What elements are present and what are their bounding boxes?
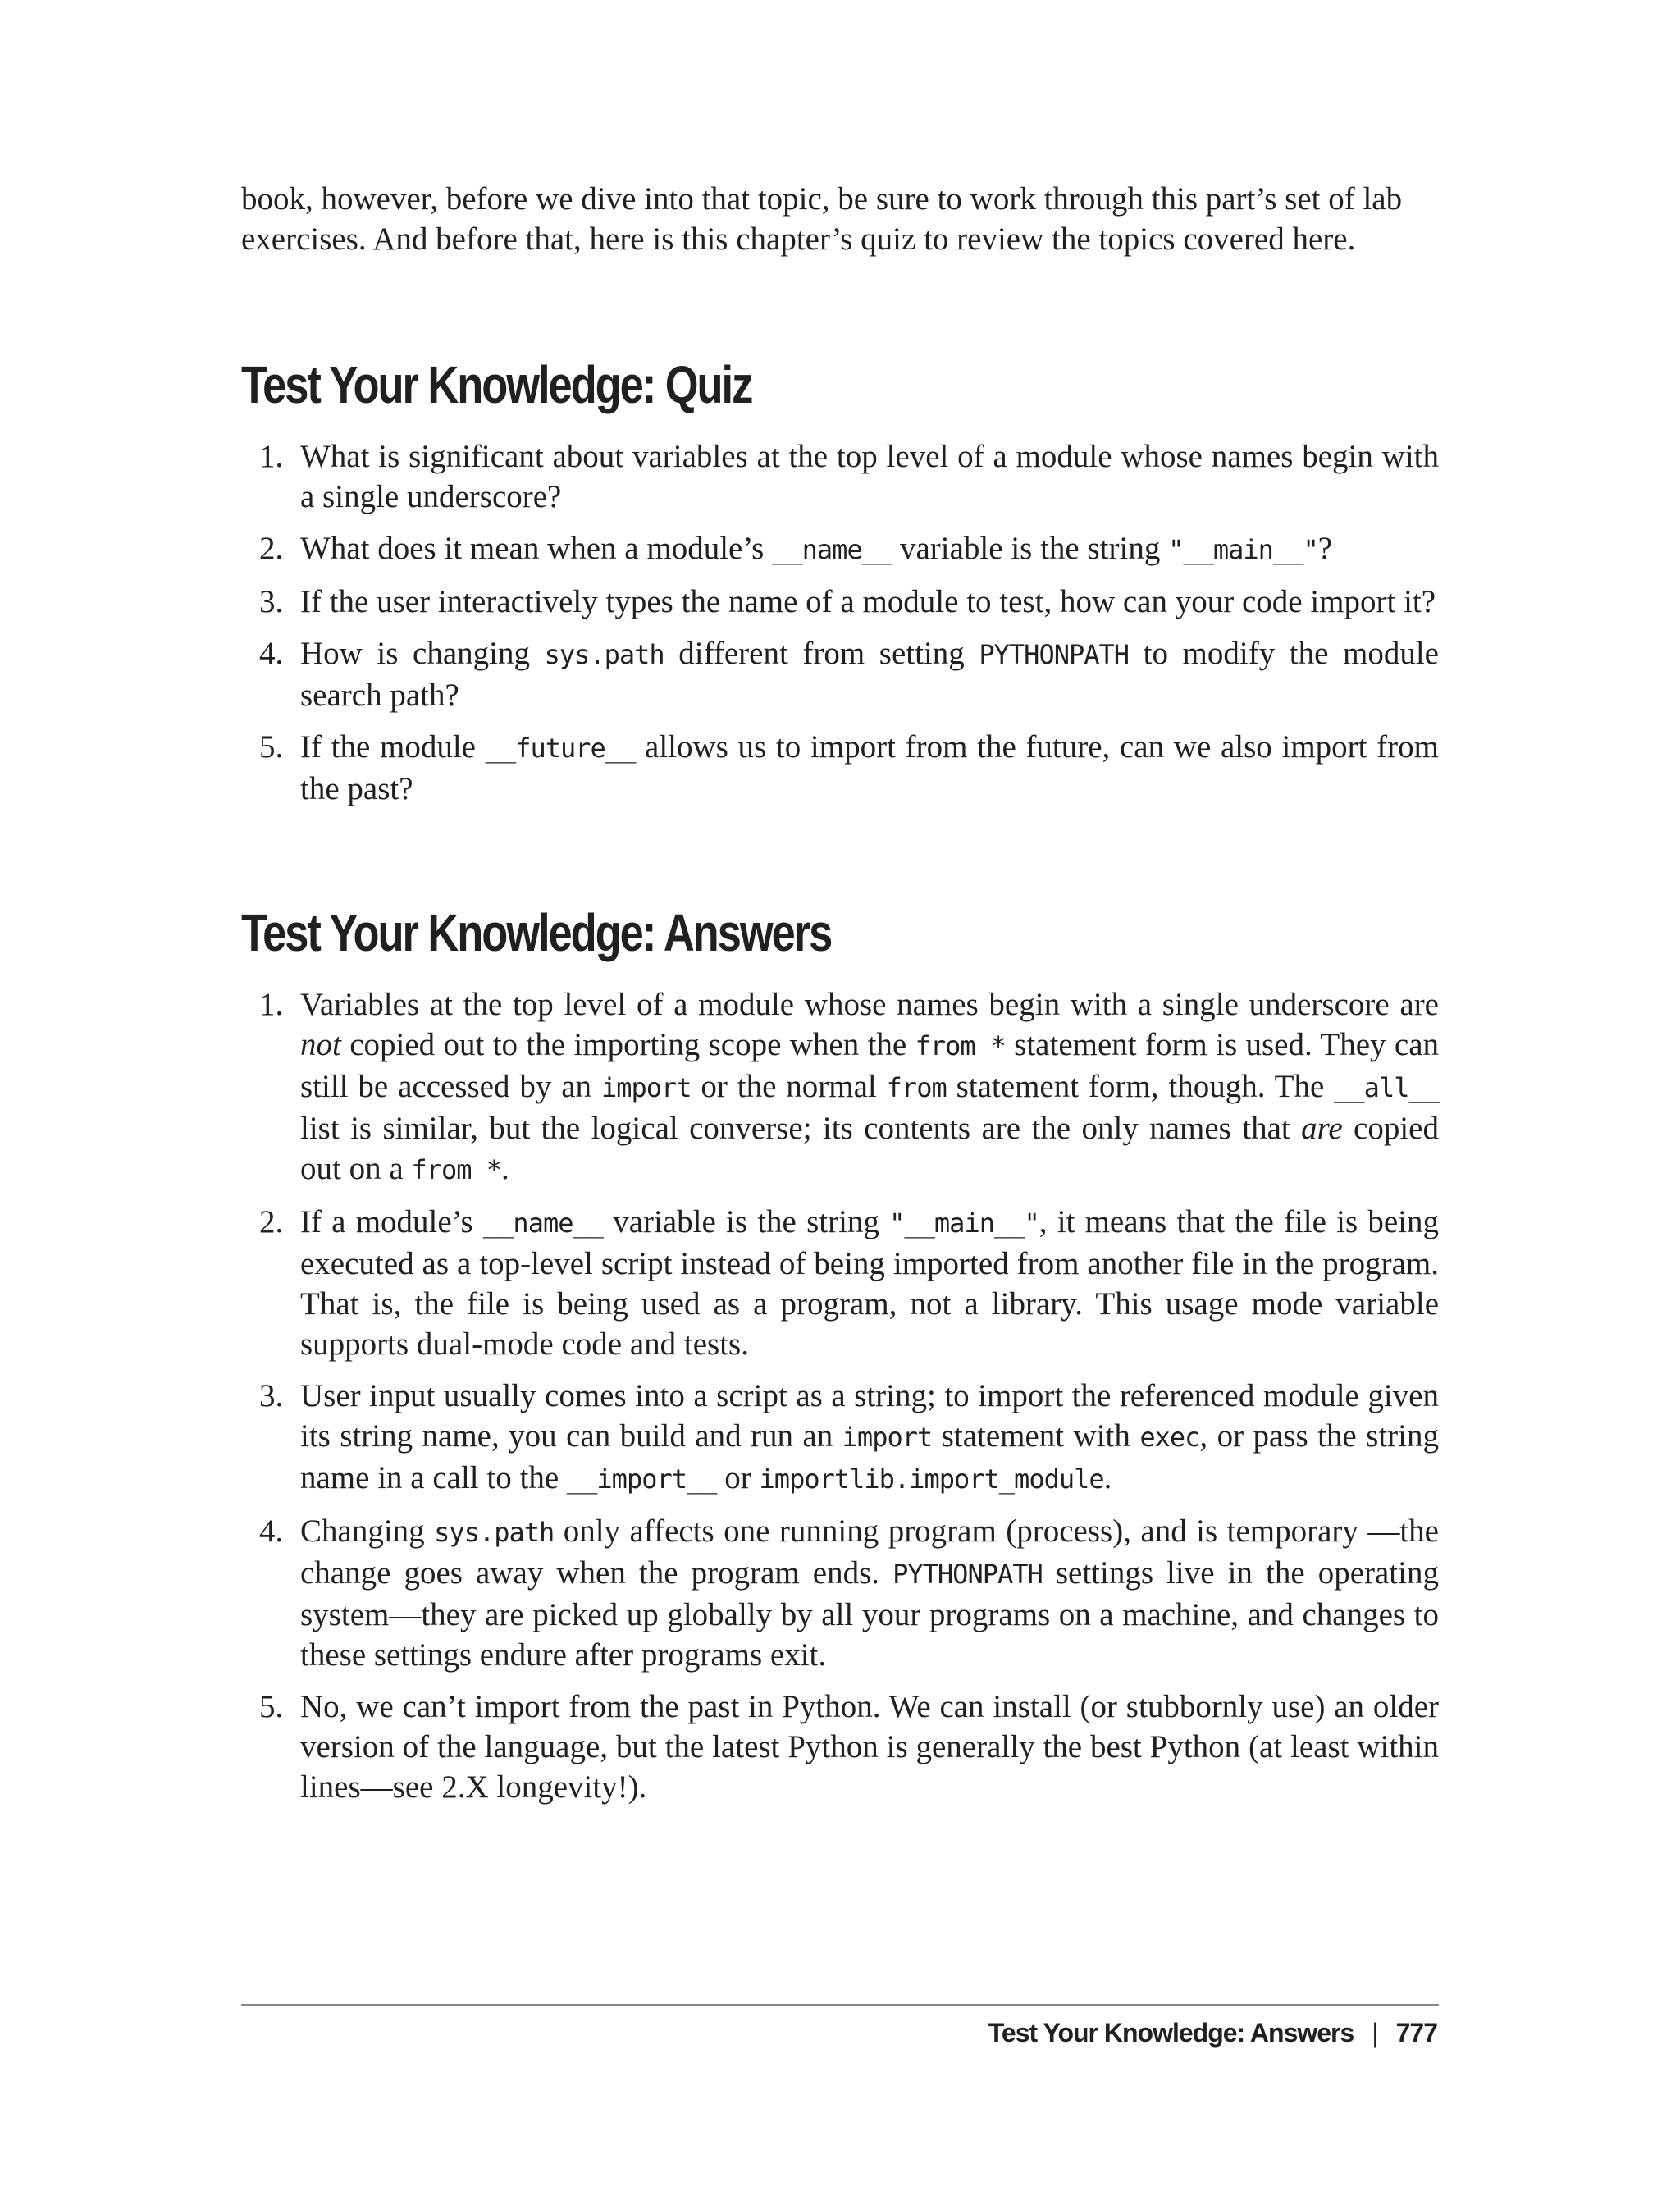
- inline-code: import: [600, 1072, 692, 1103]
- answer-item: [241, 1202, 1439, 1364]
- page-number: 777: [1395, 2018, 1437, 2048]
- item-text: statement with: [932, 1418, 1140, 1454]
- emphasis-text: not: [300, 1027, 341, 1062]
- item-text: list is similar, but the logical converse; its contents are the only names that: [300, 1111, 1302, 1146]
- inline-code: sys.path: [544, 639, 664, 670]
- emphasis-text: are: [1301, 1111, 1343, 1146]
- inline-code: PYTHONPATH: [979, 639, 1130, 670]
- quiz-item: [241, 727, 1439, 809]
- answer-item: [241, 1376, 1439, 1500]
- item-text: User input usually comes into a script as a string; to import the referenced module given its string name, you can build and run an: [300, 1378, 1439, 1454]
- item-text: Changing: [300, 1513, 435, 1549]
- item-text: .: [1103, 1460, 1112, 1495]
- item-text: to modify the module search path?: [300, 636, 1439, 713]
- item-text: If the module: [300, 729, 486, 765]
- item-text: different from setting: [664, 636, 979, 671]
- inline-code: __future__: [485, 733, 636, 764]
- footer-rule: [241, 2004, 1439, 2006]
- inline-code: __import__: [566, 1463, 717, 1495]
- quiz-item: [241, 436, 1439, 517]
- footer-separator: |: [1372, 2018, 1378, 2048]
- inline-code: __all__: [1334, 1072, 1439, 1103]
- quiz-item: [241, 528, 1439, 570]
- list-number: 2.: [259, 1204, 284, 1239]
- item-text: settings live in the operating system—they are picked up globally by all your programs on a machine, and changes to these settings endure after programs exit.: [300, 1555, 1439, 1673]
- item-text: variable is the string: [892, 531, 1169, 566]
- answers-list: [241, 984, 1439, 1819]
- list-number: 3.: [259, 1378, 284, 1413]
- item-text: statement form, though. The: [946, 1069, 1335, 1104]
- inline-code: from *: [411, 1154, 501, 1185]
- list-number: 1.: [259, 987, 284, 1022]
- list-number: 3.: [259, 584, 284, 619]
- inline-code: from *: [915, 1030, 1006, 1061]
- answers-heading: Test Your Knowledge: Answers: [241, 903, 832, 962]
- inline-code: importlib.import_module: [759, 1463, 1104, 1495]
- item-text: or: [716, 1460, 760, 1495]
- inline-code: "__main__": [1168, 534, 1318, 565]
- quiz-item: [241, 582, 1439, 622]
- list-number: 1.: [259, 439, 284, 474]
- item-text: No, we can’t import from the past in Python. We can install (or stubbornly use) an older version of the language, but the latest Python is generally the best Python (at least within lines—see 2.X longevity!).: [300, 1689, 1439, 1805]
- item-text: .: [501, 1151, 509, 1186]
- intro-paragraph: book, however, before we dive into that topic, be sure to work through this part’s set of lab exercises. And before that, here is this chapter’s quiz to review the topics covered here.: [241, 181, 1403, 257]
- list-number: 2.: [259, 531, 284, 566]
- item-text: ?: [1317, 531, 1333, 566]
- item-text: Variables at the top level of a module whose names begin with a single underscore are: [300, 987, 1439, 1022]
- item-text: What is significant about variables at the top level of a module whose names begin with a single underscore?: [300, 439, 1439, 514]
- item-text: If the user interactively types the name of a module to test, how can your code import it?: [300, 584, 1436, 619]
- item-text: copied out to the importing scope when the: [340, 1027, 915, 1062]
- inline-code: exec: [1139, 1422, 1200, 1453]
- item-text: If a module’s: [300, 1204, 483, 1239]
- quiz-list: [241, 436, 1439, 820]
- page-footer: [988, 2018, 1437, 2048]
- answer-item: [241, 1687, 1439, 1807]
- quiz-heading: Test Your Knowledge: Quiz: [241, 355, 752, 414]
- item-text: allows us to import from the future, can we also import from the past?: [300, 729, 1439, 806]
- inline-code: __name__: [772, 534, 892, 565]
- inline-code: __name__: [482, 1208, 604, 1239]
- list-number: 5.: [259, 729, 284, 765]
- answer-item: [241, 984, 1439, 1190]
- inline-code: from: [886, 1072, 947, 1103]
- item-text: , or pass the string name in a call to the: [300, 1418, 1439, 1495]
- inline-code: "__main__": [889, 1208, 1039, 1239]
- item-text: variable is the string: [603, 1204, 890, 1239]
- inline-code: import: [842, 1422, 933, 1453]
- list-number: 5.: [259, 1689, 284, 1724]
- inline-code: PYTHONPATH: [892, 1559, 1043, 1590]
- item-text: What does it mean when a module’s: [300, 531, 773, 566]
- item-text: or the normal: [691, 1069, 887, 1104]
- item-text: copied out on a: [300, 1111, 1439, 1186]
- item-text: How is changing: [300, 636, 545, 671]
- item-text: only affects one running program (process), and is temporary —the change goes away when the program ends.: [300, 1513, 1439, 1591]
- footer-section-title: Test Your Knowledge: Answers: [988, 2018, 1354, 2048]
- list-number: 4.: [259, 1513, 284, 1549]
- answer-item: [241, 1511, 1439, 1675]
- item-text: , it means that the file is being executed as a top-level script instead of being imported from another file in the program. That is, the file is being used as a program, not a library. This usage mode variable supports dual-mode code and tests.: [300, 1204, 1439, 1362]
- list-number: 4.: [259, 636, 284, 671]
- item-text: statement form is used. They can still be accessed by an: [300, 1027, 1439, 1104]
- quiz-item: [241, 633, 1439, 715]
- inline-code: sys.path: [434, 1517, 555, 1548]
